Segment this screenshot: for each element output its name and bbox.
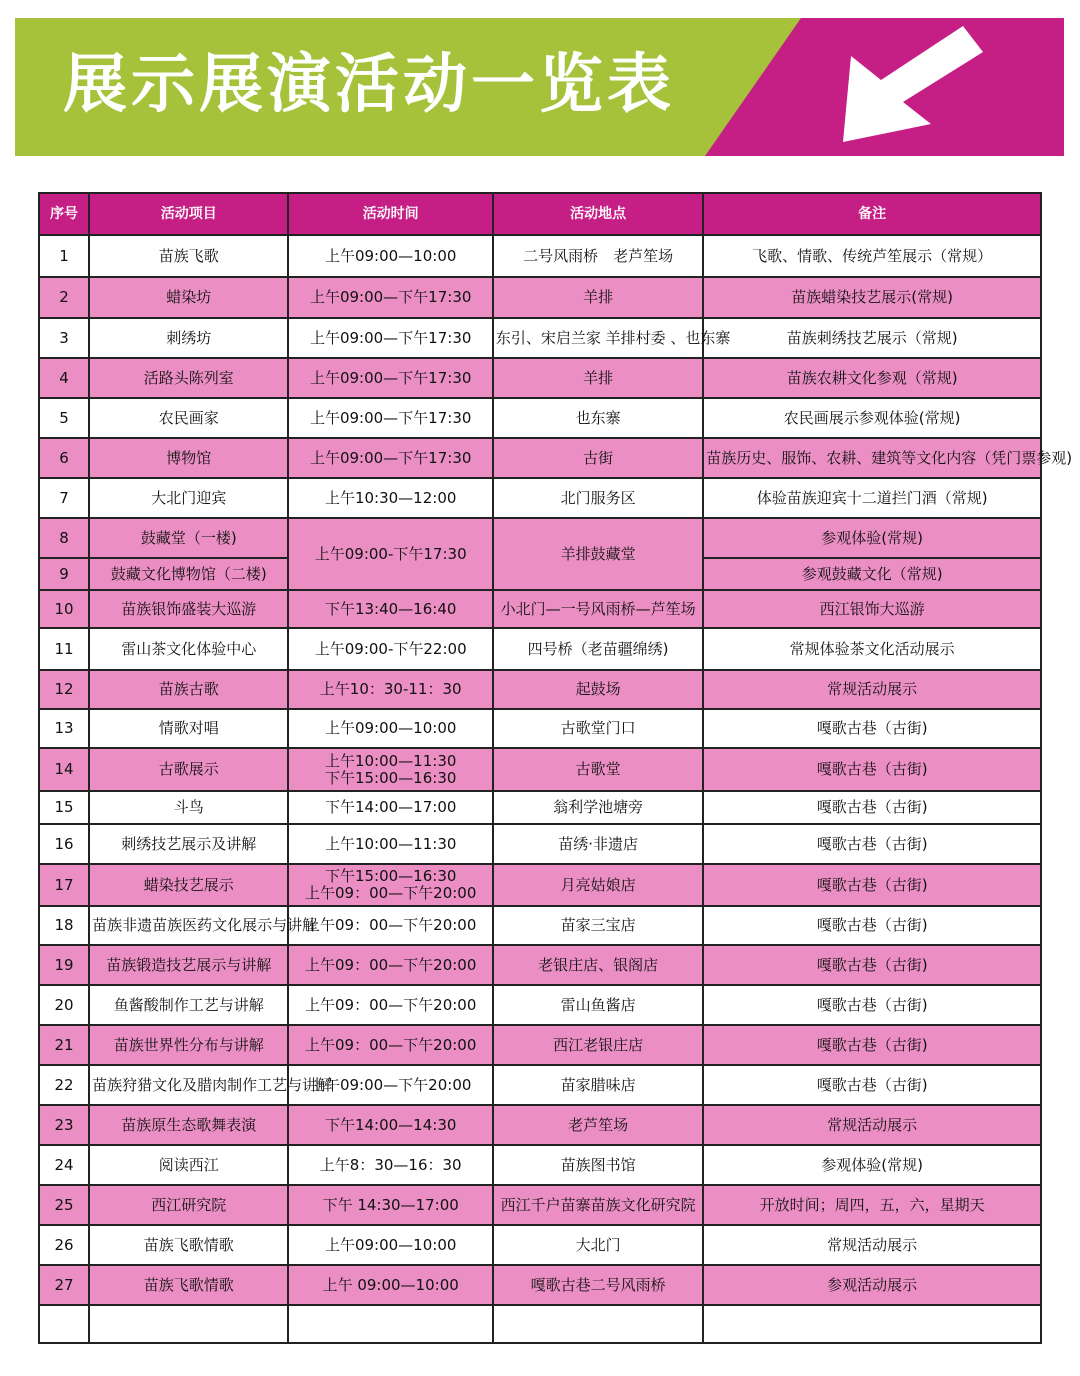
activity-place: 北门服务区 [493, 478, 703, 518]
activity-time: 下午 14:30—17:00 [288, 1185, 492, 1225]
activity-time: 上午10:30—12:00 [288, 478, 492, 518]
row-number: 27 [39, 1265, 89, 1305]
activity-item: 古歌展示 [89, 748, 288, 791]
table-row [39, 235, 1041, 277]
activity-item: 情歌对唱 [89, 709, 288, 748]
activity-place: 古歌堂 [493, 748, 703, 791]
activity-time: 上午09：00—下午20:00 [288, 945, 492, 985]
activity-note: 参观鼓藏文化（常规) [703, 558, 1041, 590]
activity-note: 参观活动展示 [703, 1265, 1041, 1305]
activity-place: 苗家腊味店 [493, 1065, 703, 1105]
table-row [39, 906, 1041, 945]
activity-item: 苗族飞歌 [89, 235, 288, 277]
activity-note: 嘎歌古巷（古街) [703, 824, 1041, 864]
table-row [39, 985, 1041, 1025]
activity-note: 开放时间；周四，五，六，星期天 [703, 1185, 1041, 1225]
row-number: 4 [39, 358, 89, 398]
activity-time: 上午09:00—下午17:30 [288, 318, 492, 358]
activity-time: 上午09:00—10:00 [288, 1225, 492, 1265]
activity-time: 上午09:00-下午17:30 [288, 518, 492, 590]
empty-cell [89, 1305, 288, 1343]
table-row [39, 1185, 1041, 1225]
activity-time-line: 下午15:00—16:30 [324, 768, 457, 787]
activity-time: 上午09：00—下午20:00 [288, 906, 492, 945]
activity-time: 上午09:00—10:00 [288, 709, 492, 748]
row-number: 11 [39, 628, 89, 670]
activity-note: 嘎歌古巷（古街) [703, 1065, 1041, 1105]
activity-item: 苗族狩猎文化及腊肉制作工艺与讲解 [89, 1065, 288, 1105]
activity-time: 下午13:40—16:40 [288, 590, 492, 628]
activity-note: 飞歌、情歌、传统芦笙展示（常规） [703, 235, 1041, 277]
activity-time: 上午09:00—下午20:00 [288, 1065, 492, 1105]
activity-place: 东引、宋启兰家 羊排村委 、也东寨 [493, 318, 703, 358]
activity-item: 活路头陈列室 [89, 358, 288, 398]
row-number: 26 [39, 1225, 89, 1265]
activity-time: 上午09：00—下午20:00 [288, 985, 492, 1025]
empty-cell [288, 1305, 492, 1343]
activity-note: 苗族蜡染技艺展示(常规) [703, 277, 1041, 318]
activity-place: 老银庄店、银阁店 [493, 945, 703, 985]
activity-note: 苗族刺绣技艺展示（常规) [703, 318, 1041, 358]
row-number: 2 [39, 277, 89, 318]
activity-time: 上午09:00—下午17:30 [288, 438, 492, 478]
row-number: 5 [39, 398, 89, 438]
activity-place: 月亮姑娘店 [493, 864, 703, 906]
row-number: 7 [39, 478, 89, 518]
row-number: 10 [39, 590, 89, 628]
activity-time: 上午09:00—下午17:30 [288, 277, 492, 318]
page-title: 展示展演活动一览表 [63, 48, 675, 122]
activity-table [38, 192, 1073, 1344]
activity-note: 嘎歌古巷（古街) [703, 864, 1041, 906]
activity-time: 上午09:00—下午17:30 [288, 398, 492, 438]
activity-item: 西江研究院 [89, 1185, 288, 1225]
activity-time-line: 下午15:00—16:30 [324, 867, 457, 885]
table-row [39, 1225, 1041, 1265]
activity-item: 苗族世界性分布与讲解 [89, 1025, 288, 1065]
activity-place: 苗家三宝店 [493, 906, 703, 945]
activity-note: 嘎歌古巷（古街) [703, 1025, 1041, 1065]
activity-item: 斗鸟 [89, 791, 288, 824]
activity-item: 苗族锻造技艺展示与讲解 [89, 945, 288, 985]
table-row [39, 824, 1041, 864]
header-time: 活动时间 [288, 193, 492, 235]
activity-item: 雷山茶文化体验中心 [89, 628, 288, 670]
activity-note: 嘎歌古巷（古街) [703, 945, 1041, 985]
activity-time-line: 上午09：00—下午20:00 [304, 884, 477, 902]
activity-place: 羊排 [493, 277, 703, 318]
activity-item: 苗族古歌 [89, 670, 288, 709]
table-row [39, 518, 1041, 558]
activity-time: 下午14:00—17:00 [288, 791, 492, 824]
table-row [39, 438, 1041, 478]
header-item: 活动项目 [89, 193, 288, 235]
row-number: 8 [39, 518, 89, 558]
activity-place: 苗族图书馆 [493, 1145, 703, 1185]
activity-note: 农民画展示参观体验(常规) [703, 398, 1041, 438]
activity-item: 阅读西江 [89, 1145, 288, 1185]
activity-item: 鼓藏文化博物馆（二楼) [89, 558, 288, 590]
row-number: 16 [39, 824, 89, 864]
table-row-empty [39, 1305, 1041, 1343]
empty-cell [493, 1305, 703, 1343]
activity-place: 四号桥（老苗疆绵绣) [493, 628, 703, 670]
activity-note: 嘎歌古巷（古街) [703, 709, 1041, 748]
table-row [39, 791, 1041, 824]
activity-item: 农民画家 [89, 398, 288, 438]
header-place: 活动地点 [493, 193, 703, 235]
row-number: 15 [39, 791, 89, 824]
row-number: 12 [39, 670, 89, 709]
activity-note: 常规体验茶文化活动展示 [703, 628, 1041, 670]
row-number: 9 [39, 558, 89, 590]
activity-place: 古歌堂门口 [493, 709, 703, 748]
table-row [39, 1025, 1041, 1065]
activity-time [288, 748, 492, 791]
table-row [39, 478, 1041, 518]
activity-item: 苗族飞歌情歌 [89, 1265, 288, 1305]
activity-item: 蜡染坊 [89, 277, 288, 318]
activity-item: 苗族非遗苗族医药文化展示与讲解 [89, 906, 288, 945]
table-row [39, 748, 1041, 791]
table-row [39, 1065, 1041, 1105]
table-row [39, 590, 1041, 628]
activity-item: 苗族银饰盛装大巡游 [89, 590, 288, 628]
activity-item: 鼓藏堂（一楼) [89, 518, 288, 558]
activity-note: 参观体验(常规) [703, 518, 1041, 558]
activity-item: 鱼酱酸制作工艺与讲解 [89, 985, 288, 1025]
activity-item: 博物馆 [89, 438, 288, 478]
activity-time: 上午 09:00—10:00 [288, 1265, 492, 1305]
activity-time [288, 864, 492, 906]
row-number: 23 [39, 1105, 89, 1145]
activity-item: 刺绣技艺展示及讲解 [89, 824, 288, 864]
activity-place: 起鼓场 [493, 670, 703, 709]
row-number: 1 [39, 235, 89, 277]
activity-place: 羊排 [493, 358, 703, 398]
activity-place: 苗绣·非遗店 [493, 824, 703, 864]
row-number: 18 [39, 906, 89, 945]
activity-note: 常规活动展示 [703, 1105, 1041, 1145]
activity-note: 体验苗族迎宾十二道拦门酒（常规) [703, 478, 1041, 518]
activity-time: 上午8：30—16：30 [288, 1145, 492, 1185]
activity-item: 刺绣坊 [89, 318, 288, 358]
activity-note: 常规活动展示 [703, 1225, 1041, 1265]
table-row [39, 864, 1041, 906]
table-row [39, 1145, 1041, 1185]
table-row [39, 709, 1041, 748]
activity-item: 苗族原生态歌舞表演 [89, 1105, 288, 1145]
table-row [39, 670, 1041, 709]
activity-time: 下午14:00—14:30 [288, 1105, 492, 1145]
activity-time: 上午09:00—下午17:30 [288, 358, 492, 398]
activity-time: 上午10:00—11:30 [288, 824, 492, 864]
table-row [39, 398, 1041, 438]
activity-place: 西江老银庄店 [493, 1025, 703, 1065]
row-number: 3 [39, 318, 89, 358]
activity-place: 老芦笙场 [493, 1105, 703, 1145]
activity-item: 蜡染技艺展示 [89, 864, 288, 906]
row-number: 6 [39, 438, 89, 478]
header-note: 备注 [703, 193, 1041, 235]
table-row [39, 277, 1041, 318]
activity-time: 上午09:00—10:00 [288, 235, 492, 277]
activity-place: 翁利学池塘旁 [493, 791, 703, 824]
table-row [39, 1265, 1041, 1305]
activity-note: 嘎歌古巷（古街) [703, 985, 1041, 1025]
row-number: 17 [39, 864, 89, 906]
table-row [39, 318, 1041, 358]
empty-cell [39, 1305, 89, 1343]
activity-place: 嘎歌古巷二号风雨桥 [493, 1265, 703, 1305]
table-header-row [39, 193, 1041, 235]
title-banner [15, 18, 1064, 156]
activity-place: 也东寨 [493, 398, 703, 438]
table-row [39, 1105, 1041, 1145]
row-number: 19 [39, 945, 89, 985]
activity-time-line: 上午10:00—11:30 [324, 751, 457, 770]
activity-note: 嘎歌古巷（古街) [703, 906, 1041, 945]
activity-place: 西江千户苗寨苗族文化研究院 [493, 1185, 703, 1225]
table-row [39, 628, 1041, 670]
activity-place: 古街 [493, 438, 703, 478]
activity-item: 苗族飞歌情歌 [89, 1225, 288, 1265]
row-number: 20 [39, 985, 89, 1025]
activity-place: 小北门—一号风雨桥—芦笙场 [493, 590, 703, 628]
table-row [39, 358, 1041, 398]
activity-item: 大北门迎宾 [89, 478, 288, 518]
activity-note: 苗族农耕文化参观（常规) [703, 358, 1041, 398]
activity-note: 苗族历史、服饰、农耕、建筑等文化内容（凭门票参观) [703, 438, 1041, 478]
activity-place: 大北门 [493, 1225, 703, 1265]
row-number: 21 [39, 1025, 89, 1065]
activity-note: 参观体验(常规) [703, 1145, 1041, 1185]
row-number: 22 [39, 1065, 89, 1105]
activity-place: 雷山鱼酱店 [493, 985, 703, 1025]
activity-note: 嘎歌古巷（古街) [703, 791, 1041, 824]
table-row [39, 945, 1041, 985]
activity-place: 二号风雨桥 老芦笙场 [493, 235, 703, 277]
activity-note: 常规活动展示 [703, 670, 1041, 709]
activity-place: 羊排鼓藏堂 [493, 518, 703, 590]
row-number: 13 [39, 709, 89, 748]
empty-cell [703, 1305, 1041, 1343]
activity-time: 上午09:00-下午22:00 [288, 628, 492, 670]
row-number: 14 [39, 748, 89, 791]
header-no: 序号 [39, 193, 89, 235]
activity-note: 嘎歌古巷（古街) [703, 748, 1041, 791]
activity-note: 西江银饰大巡游 [703, 590, 1041, 628]
activity-time: 上午10：30-11：30 [288, 670, 492, 709]
row-number: 24 [39, 1145, 89, 1185]
row-number: 25 [39, 1185, 89, 1225]
activity-time: 上午09：00—下午20:00 [288, 1025, 492, 1065]
